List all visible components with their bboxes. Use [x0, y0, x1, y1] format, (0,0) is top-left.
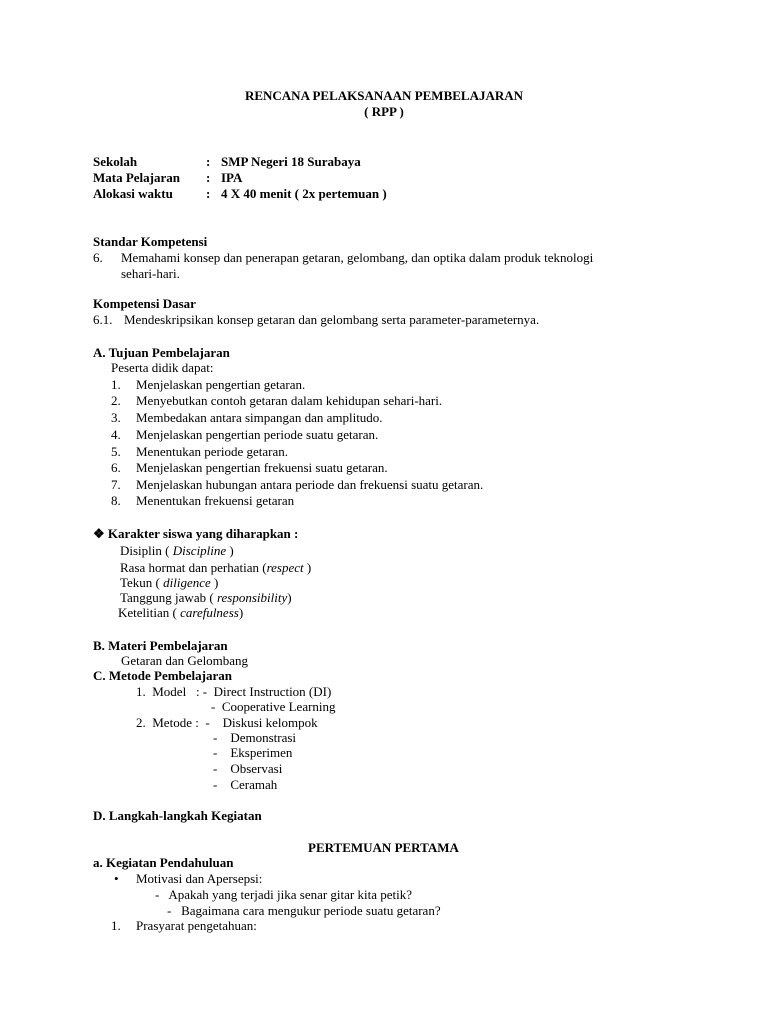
- karakter-term: responsibility: [216, 590, 288, 605]
- tujuan-heading: A. Tujuan Pembelajaran: [93, 345, 230, 360]
- list-item-number: 1.: [111, 377, 121, 392]
- langkah-heading: D. Langkah-langkah Kegiatan: [93, 808, 262, 823]
- metode-heading: C. Metode Pembelajaran: [93, 668, 232, 683]
- list-item-number: 2.: [111, 393, 121, 408]
- karakter-item: Tanggung jawab ( responsibility): [120, 590, 292, 605]
- info-label: Sekolah: [93, 154, 138, 169]
- karakter-heading: [93, 526, 298, 542]
- karakter-heading-text: Karakter siswa yang diharapkan :: [107, 526, 299, 541]
- metode-method-item: - Observasi: [213, 761, 283, 776]
- question-item: - Apakah yang terjadi jika senar gitar kita petik?: [155, 887, 413, 902]
- metode-model-item: - Cooperative Learning: [211, 699, 336, 714]
- list-item: Menjelaskan pengertian getaran.: [136, 377, 306, 392]
- standar-kompetensi-number: 6.: [93, 250, 103, 265]
- karakter-item: Ketelitian ( carefulness): [118, 605, 244, 620]
- motivasi-text: Motivasi dan Apersepsi:: [136, 871, 263, 886]
- metode-method-item: - Eksperimen: [213, 745, 293, 760]
- list-item: Membedakan antara simpangan dan amplitudo.: [136, 410, 383, 425]
- kompetensi-dasar-text: Mendeskripsikan konsep getaran dan gelombang serta parameter-parameternya.: [124, 312, 540, 327]
- list-item-number: 5.: [111, 444, 121, 459]
- karakter-term: Discipline: [172, 543, 227, 558]
- standar-kompetensi-text-cont: sehari-hari.: [121, 266, 180, 281]
- info-value: IPA: [221, 170, 243, 185]
- metode-model-line: 1. Model : - Direct Instruction (DI): [136, 684, 332, 699]
- diamond-bullet-icon: ❖: [93, 526, 105, 541]
- document-subtitle: ( RPP ): [364, 104, 404, 119]
- list-item-number: 8.: [111, 493, 121, 508]
- list-item-number: 6.: [111, 460, 121, 475]
- info-separator: :: [206, 186, 211, 201]
- list-item-number: 7.: [111, 477, 121, 492]
- list-item: Menjelaskan hubungan antara periode dan frekuensi suatu getaran.: [136, 477, 484, 492]
- pertemuan-heading: PERTEMUAN PERTAMA: [308, 840, 459, 855]
- metode-method-item: - Demonstrasi: [213, 730, 297, 745]
- karakter-item: Rasa hormat dan perhatian (respect ): [120, 560, 312, 575]
- list-item-number: 4.: [111, 427, 121, 442]
- tujuan-intro: Peserta didik dapat:: [111, 360, 214, 375]
- karakter-term: respect: [266, 560, 304, 575]
- standar-kompetensi-heading: Standar Kompetensi: [93, 234, 208, 249]
- list-item: Menjelaskan pengertian periode suatu getaran.: [136, 427, 379, 442]
- metode-method-item: - Ceramah: [213, 777, 278, 792]
- info-label: Alokasi waktu: [93, 186, 173, 201]
- list-item: Menyebutkan contoh getaran dalam kehidupan sehari-hari.: [136, 393, 443, 408]
- karakter-term: diligence: [163, 575, 211, 590]
- pendahuluan-heading: a. Kegiatan Pendahuluan: [93, 855, 234, 870]
- karakter-term: carefulness: [180, 605, 239, 620]
- materi-heading: B. Materi Pembelajaran: [93, 638, 228, 653]
- info-separator: :: [206, 170, 211, 185]
- prasyarat-number: 1.: [111, 918, 121, 933]
- info-separator: :: [206, 154, 211, 169]
- list-item: Menentukan periode getaran.: [136, 444, 288, 459]
- document-title: RENCANA PELAKSANAAN PEMBELAJARAN: [244, 88, 524, 103]
- info-label: Mata Pelajaran: [93, 170, 181, 185]
- list-item: Menjelaskan pengertian frekuensi suatu getaran.: [136, 460, 388, 475]
- info-value: 4 X 40 menit ( 2x pertemuan ): [221, 186, 387, 201]
- materi-text: Getaran dan Gelombang: [121, 653, 249, 668]
- metode-method-line: 2. Metode : - Diskusi kelompok: [136, 715, 318, 730]
- question-item: - Bagaimana cara mengukur periode suatu getaran?: [167, 903, 441, 918]
- bullet-icon: •: [114, 871, 119, 886]
- kompetensi-dasar-heading: Kompetensi Dasar: [93, 296, 196, 311]
- prasyarat-text: Prasyarat pengetahuan:: [136, 918, 257, 933]
- standar-kompetensi-text: Memahami konsep dan penerapan getaran, gelombang, dan optika dalam produk teknologi: [121, 250, 594, 265]
- list-item: Menentukan frekuensi getaran: [136, 493, 295, 508]
- info-value: SMP Negeri 18 Surabaya: [221, 154, 361, 169]
- list-item-number: 3.: [111, 410, 121, 425]
- kompetensi-dasar-number: 6.1.: [93, 312, 113, 327]
- karakter-item: Tekun ( diligence ): [120, 575, 219, 590]
- karakter-item: Disiplin ( Discipline ): [120, 543, 234, 558]
